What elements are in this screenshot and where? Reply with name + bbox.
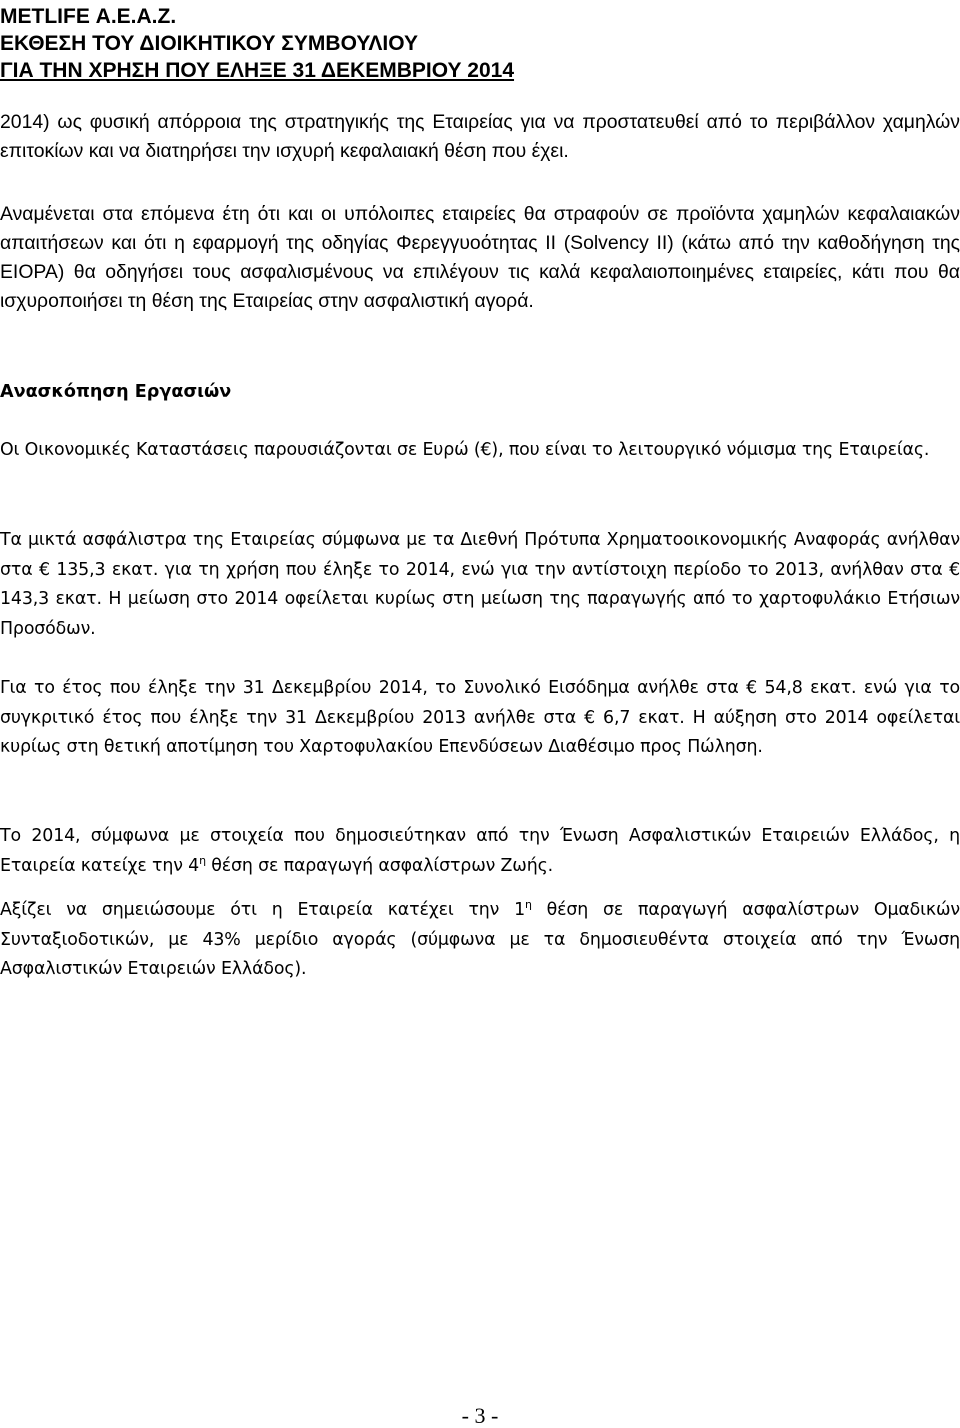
group-pensions-tail: θέση σε παραγωγή ασφαλίστρων Ομαδικών Συνταξιοδοτικών, με 43% μερίδιο αγοράς (σύμφωνα με τα δημοσιευθέντα στοιχεία από την Ένωση Ασφαλιστικών Εταιρειών Ελλάδος). xyxy=(0,900,960,979)
page-number: - 3 - xyxy=(461,1403,499,1428)
paragraph-group-pensions xyxy=(0,896,960,985)
report-title: ΕΚΘΕΣΗ ΤΟΥ ΔΙΟΙΚΗΤΙΚΟΥ ΣΥΜΒΟΥΛΙΟΥ xyxy=(0,32,419,55)
market-position-text: Το 2014, σύμφωνα με στοιχεία που δημοσιεύτηκαν από την Ένωση Ασφαλιστικών Εταιρειών Ελλάδος, η Εταιρεία κατείχε την 4 xyxy=(0,826,960,876)
market-position-tail: θέση σε παραγωγή ασφαλίστρων Ζωής. xyxy=(205,855,554,876)
ordinal-superscript: η xyxy=(524,898,532,912)
paragraph-market-position xyxy=(0,822,960,881)
group-pensions-text: Αξίζει να σημειώσουμε ότι η Εταιρεία κατέχει την 1 xyxy=(0,900,525,920)
paragraph-currency: Οι Οικονομικές Καταστάσεις παρουσιάζονται σε Ευρώ (€), που είναι το λειτουργικό νόμισμα της Εταιρείας. xyxy=(0,440,930,460)
ordinal-superscript: η xyxy=(199,853,206,867)
section-heading: Ανασκόπηση Εργασιών xyxy=(0,382,232,402)
document-header xyxy=(0,3,514,84)
paragraph-premiums: Τα μικτά ασφάλιστρα της Εταιρείας σύμφωνα με τα Διεθνή Πρότυπα Χρηματοοικονομικής Αναφοράς ανήλθαν στα € 135,3 εκατ. για τη χρήση που έληξε το 2014, ενώ για την αντίστοιχη περίοδο το 2013, ανήλθαν στα € 143,3 εκατ. Η μείωση στο 2014 οφείλεται κυρίως στη μείωση της παραγωγής από το χαρτοφυλάκιο Ετήσιων Προσόδων. xyxy=(0,530,960,639)
paragraph-strategy: 2014) ως φυσική απόρροια της στρατηγικής της Εταιρείας για να προστατευθεί από το περιβάλλον χαμηλών επιτοκίων και να διατηρήσει την ισχυρή κεφαλαιακή θέση που έχει. xyxy=(0,111,960,162)
company-name: METLIFE Α.Ε.Α.Ζ. xyxy=(0,5,177,28)
paragraph-outlook: Αναμένεται στα επόμενα έτη ότι και οι υπόλοιπες εταιρείες θα στραφούν σε προϊόντα χαμηλών κεφαλαιακών απαιτήσεων και ότι η εφαρμογή της οδηγίας Φερεγγυοότητας ΙΙ (Solvency II) (κάτω από την καθοδήγηση της EIOPA) θα οδηγήσει τους ασφαλισμένους να επιλέγουν τις καλά κεφαλαιοποιημένες εταιρείες, κάτι που θα ισχυροποιήσει τη θέση της Εταιρείας στην ασφαλιστική αγορά. xyxy=(0,203,960,312)
report-period: ΓΙΑ ΤΗΝ ΧΡΗΣΗ ΠΟΥ ΕΛΗΞΕ 31 ΔΕΚΕΜΒΡΙΟΥ 2014 xyxy=(0,59,515,82)
paragraph-income: Για το έτος που έληξε την 31 Δεκεμβρίου 2014, το Συνολικό Εισόδημα ανήλθε στα € 54,8 εκατ. ενώ για το συγκριτικό έτος που έληξε την 31 Δεκεμβρίου 2013 ανήλθε στα € 6,7 εκατ. Η αύξηση στο 2014 οφείλεται κυρίως στη θετική αποτίμηση του Χαρτοφυλακίου Επενδύσεων Διαθέσιμο προς Πώληση. xyxy=(0,678,960,757)
